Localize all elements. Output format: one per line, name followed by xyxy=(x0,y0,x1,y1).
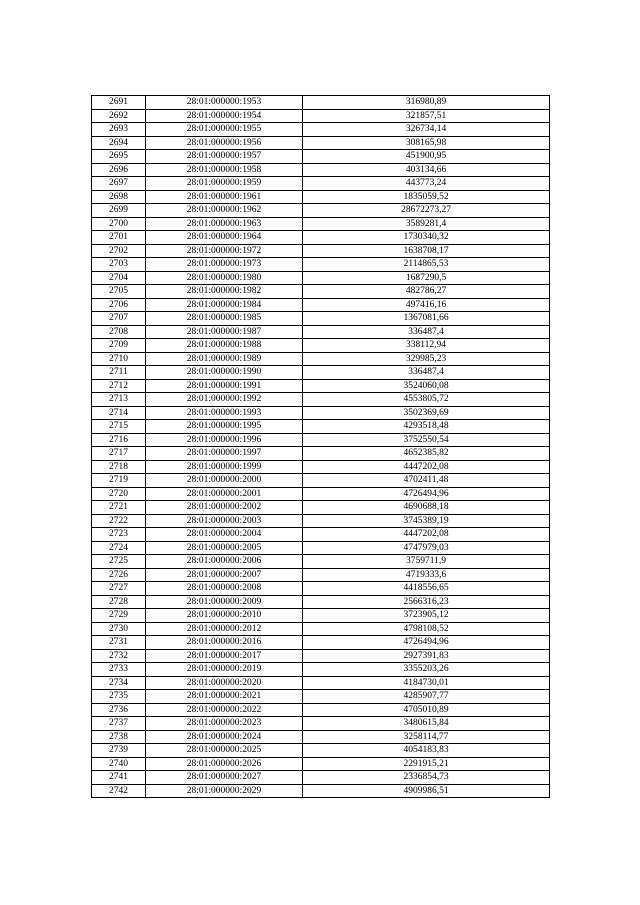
row-number-cell: 2704 xyxy=(92,271,146,285)
cadastral-number-cell: 28:01:000000:2002 xyxy=(146,501,303,515)
cadastral-number-cell: 28:01:000000:1962 xyxy=(146,204,303,218)
cadastral-number-cell: 28:01:000000:1980 xyxy=(146,271,303,285)
table-row xyxy=(92,271,550,285)
table-row xyxy=(92,676,550,690)
cadastral-number-cell: 28:01:000000:1973 xyxy=(146,258,303,272)
value-cell: 4909986,51 xyxy=(303,784,550,798)
row-number-cell: 2694 xyxy=(92,136,146,150)
table-row xyxy=(92,231,550,245)
table-row xyxy=(92,460,550,474)
value-cell: 1730340,32 xyxy=(303,231,550,245)
table-row xyxy=(92,474,550,488)
table-row xyxy=(92,433,550,447)
cadastral-number-cell: 28:01:000000:2022 xyxy=(146,703,303,717)
cadastral-number-cell: 28:01:000000:2020 xyxy=(146,676,303,690)
cadastral-number-cell: 28:01:000000:2000 xyxy=(146,474,303,488)
cadastral-number-cell: 28:01:000000:1993 xyxy=(146,406,303,420)
cadastral-number-cell: 28:01:000000:2019 xyxy=(146,663,303,677)
row-number-cell: 2693 xyxy=(92,123,146,137)
table-row xyxy=(92,514,550,528)
table-row xyxy=(92,96,550,110)
row-number-cell: 2725 xyxy=(92,555,146,569)
value-cell: 321857,51 xyxy=(303,109,550,123)
cadastral-number-cell: 28:01:000000:2010 xyxy=(146,609,303,623)
table-row xyxy=(92,150,550,164)
cadastral-number-cell: 28:01:000000:1959 xyxy=(146,177,303,191)
cadastral-number-cell: 28:01:000000:2006 xyxy=(146,555,303,569)
row-number-cell: 2741 xyxy=(92,771,146,785)
value-cell: 4705010,89 xyxy=(303,703,550,717)
table-row xyxy=(92,717,550,731)
row-number-cell: 2706 xyxy=(92,298,146,312)
cadastral-number-cell: 28:01:000000:1990 xyxy=(146,366,303,380)
table-row xyxy=(92,177,550,191)
cadastral-number-cell: 28:01:000000:2007 xyxy=(146,568,303,582)
row-number-cell: 2696 xyxy=(92,163,146,177)
cadastral-number-cell: 28:01:000000:1958 xyxy=(146,163,303,177)
value-cell: 338112,94 xyxy=(303,339,550,353)
cadastral-number-cell: 28:01:000000:1963 xyxy=(146,217,303,231)
row-number-cell: 2691 xyxy=(92,96,146,110)
table-row xyxy=(92,244,550,258)
table-row xyxy=(92,312,550,326)
table-row xyxy=(92,757,550,771)
cadastral-number-cell: 28:01:000000:1961 xyxy=(146,190,303,204)
cadastral-number-cell: 28:01:000000:1989 xyxy=(146,352,303,366)
value-cell: 1687290,5 xyxy=(303,271,550,285)
table-row xyxy=(92,528,550,542)
row-number-cell: 2740 xyxy=(92,757,146,771)
value-cell: 403134,66 xyxy=(303,163,550,177)
cadastral-number-cell: 28:01:000000:1985 xyxy=(146,312,303,326)
table-row xyxy=(92,366,550,380)
cadastral-number-cell: 28:01:000000:1954 xyxy=(146,109,303,123)
value-cell: 3723905,12 xyxy=(303,609,550,623)
row-number-cell: 2718 xyxy=(92,460,146,474)
table-row xyxy=(92,703,550,717)
table-row xyxy=(92,285,550,299)
cadastral-number-cell: 28:01:000000:1982 xyxy=(146,285,303,299)
row-number-cell: 2738 xyxy=(92,730,146,744)
row-number-cell: 2733 xyxy=(92,663,146,677)
cadastral-number-cell: 28:01:000000:1988 xyxy=(146,339,303,353)
cadastral-number-cell: 28:01:000000:1955 xyxy=(146,123,303,137)
table-row xyxy=(92,487,550,501)
cadastral-number-cell: 28:01:000000:2012 xyxy=(146,622,303,636)
table-row xyxy=(92,541,550,555)
table-row xyxy=(92,109,550,123)
row-number-cell: 2716 xyxy=(92,433,146,447)
cadastral-number-cell: 28:01:000000:2009 xyxy=(146,595,303,609)
value-cell: 3745389,19 xyxy=(303,514,550,528)
row-number-cell: 2727 xyxy=(92,582,146,596)
table-row xyxy=(92,406,550,420)
row-number-cell: 2720 xyxy=(92,487,146,501)
row-number-cell: 2708 xyxy=(92,325,146,339)
row-number-cell: 2692 xyxy=(92,109,146,123)
value-cell: 2291915,21 xyxy=(303,757,550,771)
cadastral-number-cell: 28:01:000000:2023 xyxy=(146,717,303,731)
value-cell: 3480615,84 xyxy=(303,717,550,731)
value-cell: 3502369,69 xyxy=(303,406,550,420)
table-row xyxy=(92,204,550,218)
cadastral-number-cell: 28:01:000000:1957 xyxy=(146,150,303,164)
table-row xyxy=(92,784,550,798)
cadastral-table xyxy=(91,95,550,798)
value-cell: 4293518,48 xyxy=(303,420,550,434)
value-cell: 28672273,27 xyxy=(303,204,550,218)
value-cell: 497416,16 xyxy=(303,298,550,312)
cadastral-number-cell: 28:01:000000:1972 xyxy=(146,244,303,258)
cadastral-number-cell: 28:01:000000:2008 xyxy=(146,582,303,596)
cadastral-number-cell: 28:01:000000:2017 xyxy=(146,649,303,663)
value-cell: 4184730,01 xyxy=(303,676,550,690)
table-row xyxy=(92,190,550,204)
table-row xyxy=(92,339,550,353)
value-cell: 4726494,96 xyxy=(303,636,550,650)
value-cell: 3752550,54 xyxy=(303,433,550,447)
table-row xyxy=(92,609,550,623)
table-row xyxy=(92,123,550,137)
row-number-cell: 2713 xyxy=(92,393,146,407)
value-cell: 1367081,66 xyxy=(303,312,550,326)
table-row xyxy=(92,447,550,461)
table-row xyxy=(92,663,550,677)
row-number-cell: 2742 xyxy=(92,784,146,798)
row-number-cell: 2703 xyxy=(92,258,146,272)
table-row xyxy=(92,379,550,393)
table-row xyxy=(92,744,550,758)
cadastral-number-cell: 28:01:000000:1964 xyxy=(146,231,303,245)
value-cell: 2114865,53 xyxy=(303,258,550,272)
value-cell: 1835059,52 xyxy=(303,190,550,204)
table-row xyxy=(92,622,550,636)
row-number-cell: 2705 xyxy=(92,285,146,299)
value-cell: 2566316,23 xyxy=(303,595,550,609)
value-cell: 2927391,83 xyxy=(303,649,550,663)
value-cell: 3355203,26 xyxy=(303,663,550,677)
value-cell: 3258114,77 xyxy=(303,730,550,744)
value-cell: 4652385,82 xyxy=(303,447,550,461)
row-number-cell: 2728 xyxy=(92,595,146,609)
value-cell: 4690688,18 xyxy=(303,501,550,515)
table-row xyxy=(92,649,550,663)
table-row xyxy=(92,217,550,231)
cadastral-number-cell: 28:01:000000:1996 xyxy=(146,433,303,447)
row-number-cell: 2722 xyxy=(92,514,146,528)
table-row xyxy=(92,393,550,407)
row-number-cell: 2734 xyxy=(92,676,146,690)
row-number-cell: 2700 xyxy=(92,217,146,231)
table-row xyxy=(92,582,550,596)
table-body xyxy=(92,96,550,798)
row-number-cell: 2719 xyxy=(92,474,146,488)
cadastral-number-cell: 28:01:000000:1991 xyxy=(146,379,303,393)
value-cell: 4702411,48 xyxy=(303,474,550,488)
row-number-cell: 2730 xyxy=(92,622,146,636)
row-number-cell: 2736 xyxy=(92,703,146,717)
value-cell: 451900,95 xyxy=(303,150,550,164)
cadastral-number-cell: 28:01:000000:2016 xyxy=(146,636,303,650)
cadastral-number-cell: 28:01:000000:2026 xyxy=(146,757,303,771)
value-cell: 4447202,08 xyxy=(303,460,550,474)
value-cell: 4747979,03 xyxy=(303,541,550,555)
value-cell: 326734,14 xyxy=(303,123,550,137)
value-cell: 3589281,4 xyxy=(303,217,550,231)
table-row xyxy=(92,730,550,744)
row-number-cell: 2739 xyxy=(92,744,146,758)
table-row xyxy=(92,298,550,312)
value-cell: 336487,4 xyxy=(303,366,550,380)
value-cell: 2336854,73 xyxy=(303,771,550,785)
row-number-cell: 2702 xyxy=(92,244,146,258)
row-number-cell: 2729 xyxy=(92,609,146,623)
cadastral-number-cell: 28:01:000000:2005 xyxy=(146,541,303,555)
value-cell: 3759711,9 xyxy=(303,555,550,569)
row-number-cell: 2697 xyxy=(92,177,146,191)
table-row xyxy=(92,325,550,339)
row-number-cell: 2735 xyxy=(92,690,146,704)
row-number-cell: 2732 xyxy=(92,649,146,663)
table-row xyxy=(92,136,550,150)
table-row xyxy=(92,636,550,650)
cadastral-number-cell: 28:01:000000:1999 xyxy=(146,460,303,474)
value-cell: 4418556,65 xyxy=(303,582,550,596)
value-cell: 336487,4 xyxy=(303,325,550,339)
value-cell: 4798108,52 xyxy=(303,622,550,636)
value-cell: 443773,24 xyxy=(303,177,550,191)
table-row xyxy=(92,420,550,434)
row-number-cell: 2707 xyxy=(92,312,146,326)
value-cell: 482786,27 xyxy=(303,285,550,299)
row-number-cell: 2723 xyxy=(92,528,146,542)
table-row xyxy=(92,501,550,515)
value-cell: 329985,23 xyxy=(303,352,550,366)
cadastral-number-cell: 28:01:000000:2021 xyxy=(146,690,303,704)
value-cell: 4726494,96 xyxy=(303,487,550,501)
row-number-cell: 2695 xyxy=(92,150,146,164)
value-cell: 4719333,6 xyxy=(303,568,550,582)
table-row xyxy=(92,595,550,609)
table-row xyxy=(92,352,550,366)
row-number-cell: 2737 xyxy=(92,717,146,731)
row-number-cell: 2698 xyxy=(92,190,146,204)
row-number-cell: 2699 xyxy=(92,204,146,218)
cadastral-number-cell: 28:01:000000:2024 xyxy=(146,730,303,744)
row-number-cell: 2724 xyxy=(92,541,146,555)
row-number-cell: 2709 xyxy=(92,339,146,353)
cadastral-number-cell: 28:01:000000:2027 xyxy=(146,771,303,785)
cadastral-number-cell: 28:01:000000:1987 xyxy=(146,325,303,339)
value-cell: 1638708,17 xyxy=(303,244,550,258)
table-row xyxy=(92,568,550,582)
cadastral-number-cell: 28:01:000000:1953 xyxy=(146,96,303,110)
cadastral-number-cell: 28:01:000000:2001 xyxy=(146,487,303,501)
row-number-cell: 2711 xyxy=(92,366,146,380)
value-cell: 4447202,08 xyxy=(303,528,550,542)
value-cell: 316980,89 xyxy=(303,96,550,110)
cadastral-number-cell: 28:01:000000:1997 xyxy=(146,447,303,461)
value-cell: 4285907,77 xyxy=(303,690,550,704)
cadastral-number-cell: 28:01:000000:2004 xyxy=(146,528,303,542)
table-row xyxy=(92,258,550,272)
cadastral-number-cell: 28:01:000000:2029 xyxy=(146,784,303,798)
row-number-cell: 2710 xyxy=(92,352,146,366)
table-row xyxy=(92,555,550,569)
row-number-cell: 2714 xyxy=(92,406,146,420)
value-cell: 308165,98 xyxy=(303,136,550,150)
cadastral-number-cell: 28:01:000000:1995 xyxy=(146,420,303,434)
row-number-cell: 2712 xyxy=(92,379,146,393)
value-cell: 3524060,08 xyxy=(303,379,550,393)
row-number-cell: 2731 xyxy=(92,636,146,650)
row-number-cell: 2717 xyxy=(92,447,146,461)
cadastral-number-cell: 28:01:000000:1984 xyxy=(146,298,303,312)
cadastral-number-cell: 28:01:000000:1992 xyxy=(146,393,303,407)
table-row xyxy=(92,163,550,177)
cadastral-number-cell: 28:01:000000:1956 xyxy=(146,136,303,150)
table-row xyxy=(92,690,550,704)
value-cell: 4054183,83 xyxy=(303,744,550,758)
row-number-cell: 2701 xyxy=(92,231,146,245)
cadastral-number-cell: 28:01:000000:2025 xyxy=(146,744,303,758)
row-number-cell: 2721 xyxy=(92,501,146,515)
row-number-cell: 2715 xyxy=(92,420,146,434)
cadastral-number-cell: 28:01:000000:2003 xyxy=(146,514,303,528)
value-cell: 4553805,72 xyxy=(303,393,550,407)
row-number-cell: 2726 xyxy=(92,568,146,582)
table-row xyxy=(92,771,550,785)
